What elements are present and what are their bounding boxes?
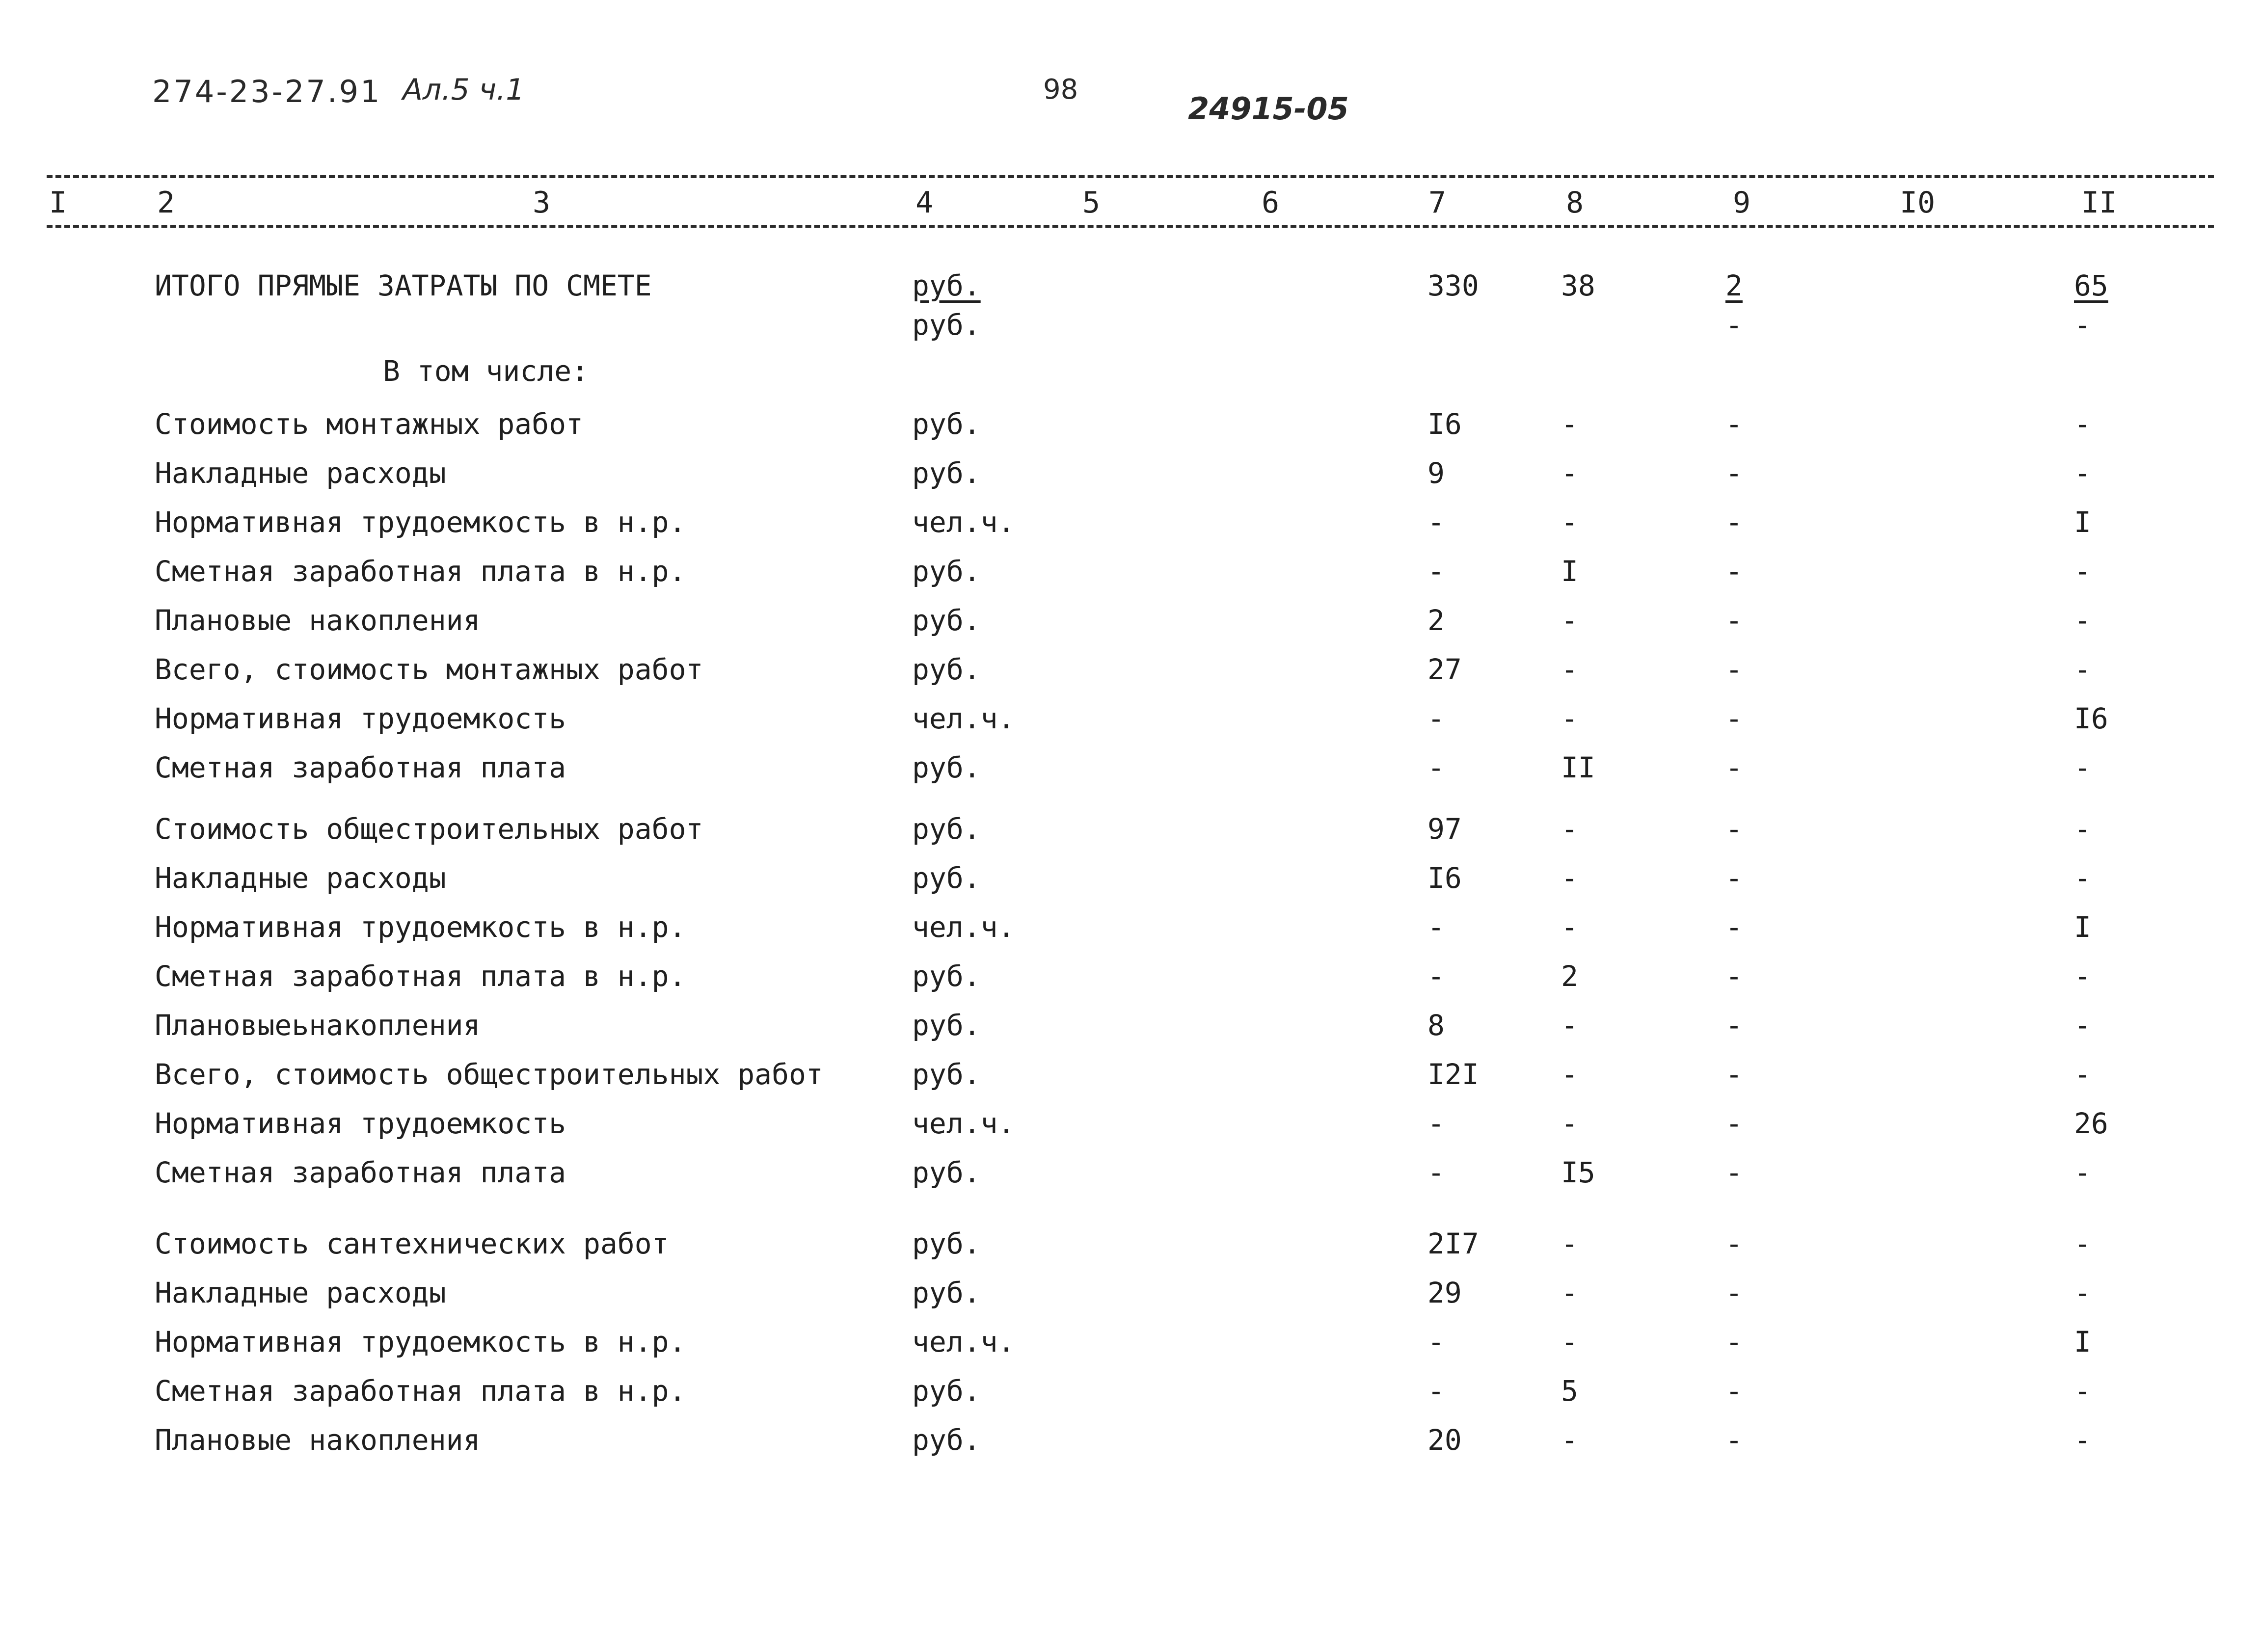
row-c11: - <box>2074 653 2091 686</box>
row-c7: - <box>1427 959 1445 993</box>
row-c8: 5 <box>1561 1374 1578 1408</box>
row-unit: руб. <box>912 1227 981 1260</box>
column-number: 5 <box>1082 186 1101 220</box>
row-name: Стоимость сантехнических работ <box>155 1227 669 1260</box>
row-c8: - <box>1561 1058 1578 1091</box>
row-name: Всего, стоимость общестроительных работ <box>155 1058 823 1091</box>
row-c7: 97 <box>1427 812 1462 846</box>
row-c9: - <box>1725 910 1743 944</box>
page-number: 98 <box>1043 74 1078 106</box>
row-c9: - <box>1725 1276 1743 1309</box>
total-row-col7: 330 <box>1427 269 1479 302</box>
table-row <box>0 1325 2261 1369</box>
row-name: Стоимость общестроительных работ <box>155 812 703 846</box>
row-c9: - <box>1725 506 1743 539</box>
table-row <box>0 702 2261 746</box>
row-name: Накладные расходы <box>155 861 446 895</box>
row-c7: - <box>1427 1107 1445 1140</box>
row-c9: - <box>1725 1227 1743 1260</box>
column-number: 8 <box>1566 186 1584 220</box>
total-row-name: ИТОГО ПРЯМЫЕ ЗАТРАТЫ ПО СМЕТЕ <box>155 269 652 302</box>
row-c7: - <box>1427 1374 1445 1408</box>
row-c7: - <box>1427 506 1445 539</box>
row-c7: - <box>1427 1156 1445 1189</box>
row-c7: 2 <box>1427 604 1445 637</box>
row-name: Сметная заработная плата в н.р. <box>155 959 686 993</box>
row-c8: - <box>1561 604 1578 637</box>
row-c11: - <box>2074 604 2091 637</box>
column-number: I <box>49 186 67 220</box>
column-header-bottom-rule <box>47 225 2214 228</box>
row-c7: - <box>1427 1325 1445 1359</box>
row-c8: - <box>1561 861 1578 895</box>
row-c9: - <box>1725 1156 1743 1189</box>
row-c7: 20 <box>1427 1423 1462 1457</box>
total-row-col9-top: 2 <box>1725 269 1743 302</box>
row-c8: I5 <box>1561 1156 1595 1189</box>
row-c8: - <box>1561 653 1578 686</box>
row-c9: - <box>1725 751 1743 784</box>
row-c8: - <box>1561 812 1578 846</box>
row-c11: - <box>2074 555 2091 588</box>
table-row <box>0 604 2261 648</box>
row-c11: I <box>2074 910 2091 944</box>
row-c8: - <box>1561 910 1578 944</box>
row-c11: - <box>2074 751 2091 784</box>
row-c8: I <box>1561 555 1578 588</box>
row-c7: - <box>1427 702 1445 735</box>
row-unit: чел.ч. <box>912 506 1015 539</box>
table-row <box>0 1276 2261 1320</box>
column-number: I0 <box>1900 186 1936 220</box>
row-c8: - <box>1561 1009 1578 1042</box>
row-unit: руб. <box>912 1276 981 1309</box>
total-row-col11-top: 65 <box>2074 269 2108 302</box>
row-unit: руб. <box>912 653 981 686</box>
row-c11: - <box>2074 1423 2091 1457</box>
row-c11: - <box>2074 1156 2091 1189</box>
row-c11: 26 <box>2074 1107 2108 1140</box>
table-row <box>0 1374 2261 1418</box>
row-name: Нормативная трудоемкость <box>155 702 566 735</box>
column-number: 2 <box>157 186 175 220</box>
row-name: Нормативная трудоемкость <box>155 1107 566 1140</box>
table-row <box>0 456 2261 501</box>
table-row <box>0 861 2261 906</box>
row-unit: руб. <box>912 861 981 895</box>
row-c7: I2I <box>1427 1058 1479 1091</box>
row-c11: - <box>2074 1227 2091 1260</box>
column-number: 3 <box>533 186 551 220</box>
row-c11: - <box>2074 812 2091 846</box>
row-c11: I <box>2074 1325 2091 1359</box>
row-c11: - <box>2074 861 2091 895</box>
row-unit: руб. <box>912 1156 981 1189</box>
row-c8: - <box>1561 1276 1578 1309</box>
table-row <box>0 407 2261 452</box>
total-row <box>0 269 2261 313</box>
total-row-col8: 38 <box>1561 269 1595 302</box>
row-c7: 29 <box>1427 1276 1462 1309</box>
row-c9: - <box>1725 407 1743 441</box>
row-c11: - <box>2074 407 2091 441</box>
table-row <box>0 910 2261 955</box>
row-c9: - <box>1725 1374 1743 1408</box>
table-row <box>0 653 2261 697</box>
row-c8: - <box>1561 1107 1578 1140</box>
row-name: Стоимость монтажных работ <box>155 407 583 441</box>
row-c7: 2I7 <box>1427 1227 1479 1260</box>
row-c11: - <box>2074 1374 2091 1408</box>
row-unit: чел.ч. <box>912 1325 1015 1359</box>
total-row-unit-bottom: руб. <box>912 308 981 342</box>
row-c8: II <box>1561 751 1595 784</box>
row-c8: - <box>1561 1227 1578 1260</box>
row-name: Всего, стоимость монтажных работ <box>155 653 703 686</box>
row-c8: 2 <box>1561 959 1578 993</box>
row-c8: - <box>1561 702 1578 735</box>
row-name: Сметная заработная плата в н.р. <box>155 555 686 588</box>
row-unit: чел.ч. <box>912 702 1015 735</box>
row-unit: руб. <box>912 1058 981 1091</box>
row-c11: - <box>2074 959 2091 993</box>
row-c9: - <box>1725 1107 1743 1140</box>
row-c7: - <box>1427 555 1445 588</box>
row-c7: 9 <box>1427 456 1445 490</box>
row-name: Нормативная трудоемкость в н.р. <box>155 506 686 539</box>
row-c8: - <box>1561 506 1578 539</box>
row-name: Сметная заработная плата <box>155 1156 566 1189</box>
row-unit: руб. <box>912 456 981 490</box>
table-row <box>0 959 2261 1004</box>
including-label: В том числе: <box>383 354 589 388</box>
row-c11: - <box>2074 456 2091 490</box>
column-number: 6 <box>1262 186 1280 220</box>
row-c9: - <box>1725 555 1743 588</box>
table-row <box>0 1107 2261 1151</box>
row-c11: - <box>2074 1009 2091 1042</box>
table-row <box>0 1423 2261 1467</box>
column-number: II <box>2081 186 2117 220</box>
row-name: Накладные расходы <box>155 456 446 490</box>
column-header-top-rule <box>47 175 2214 178</box>
row-c8: - <box>1561 1423 1578 1457</box>
table-row <box>0 1058 2261 1102</box>
row-c11: I6 <box>2074 702 2108 735</box>
row-c7: - <box>1427 751 1445 784</box>
row-name: Нормативная трудоемкость в н.р. <box>155 910 686 944</box>
document-code: 274-23-27.91 <box>152 74 382 109</box>
row-unit: руб. <box>912 1009 981 1042</box>
table-row <box>0 751 2261 795</box>
document-sub-code: Ал.5 ч.1 <box>403 73 525 107</box>
row-unit: руб. <box>912 812 981 846</box>
row-unit: руб. <box>912 751 981 784</box>
row-name: Плановые накопления <box>155 1423 481 1457</box>
table-row <box>0 555 2261 599</box>
row-c11: I <box>2074 506 2091 539</box>
row-c9: - <box>1725 1058 1743 1091</box>
row-name: Сметная заработная плата <box>155 751 566 784</box>
row-c7: - <box>1427 910 1445 944</box>
row-name: Сметная заработная плата в н.р. <box>155 1374 686 1408</box>
row-c8: - <box>1561 1325 1578 1359</box>
row-c11: - <box>2074 1058 2091 1091</box>
row-c9: - <box>1725 1009 1743 1042</box>
row-unit: руб. <box>912 555 981 588</box>
row-name: Плановыеьнакопления <box>155 1009 481 1042</box>
total-row-second-line <box>0 308 2261 352</box>
row-unit: руб. <box>912 407 981 441</box>
row-c9: - <box>1725 861 1743 895</box>
column-number: 7 <box>1428 186 1447 220</box>
row-c9: - <box>1725 456 1743 490</box>
table-row <box>0 1009 2261 1053</box>
table-row <box>0 506 2261 550</box>
row-unit: руб. <box>912 1423 981 1457</box>
row-c8: - <box>1561 456 1578 490</box>
column-number: 9 <box>1733 186 1751 220</box>
row-c7: I6 <box>1427 407 1462 441</box>
total-row-unit-top: руб. <box>912 269 981 302</box>
row-unit: чел.ч. <box>912 910 1015 944</box>
row-c9: - <box>1725 1325 1743 1359</box>
row-c8: - <box>1561 407 1578 441</box>
row-c9: - <box>1725 604 1743 637</box>
column-number: 4 <box>915 186 934 220</box>
row-c9: - <box>1725 812 1743 846</box>
row-c7: I6 <box>1427 861 1462 895</box>
total-row-col9-bottom: - <box>1725 308 1743 342</box>
row-c9: - <box>1725 1423 1743 1457</box>
row-c11: - <box>2074 1276 2091 1309</box>
row-c7: 8 <box>1427 1009 1445 1042</box>
row-name: Нормативная трудоемкость в н.р. <box>155 1325 686 1359</box>
row-c9: - <box>1725 653 1743 686</box>
row-unit: руб. <box>912 1374 981 1408</box>
row-name: Плановые накопления <box>155 604 481 637</box>
row-unit: руб. <box>912 959 981 993</box>
document-number: 24915-05 <box>1188 91 1349 127</box>
table-row <box>0 1156 2261 1200</box>
row-c9: - <box>1725 959 1743 993</box>
total-row-col11-bottom: - <box>2074 308 2091 342</box>
table-row <box>0 1227 2261 1271</box>
row-name: Накладные расходы <box>155 1276 446 1309</box>
row-unit: чел.ч. <box>912 1107 1015 1140</box>
row-unit: руб. <box>912 604 981 637</box>
table-row <box>0 812 2261 856</box>
row-c9: - <box>1725 702 1743 735</box>
row-c7: 27 <box>1427 653 1462 686</box>
